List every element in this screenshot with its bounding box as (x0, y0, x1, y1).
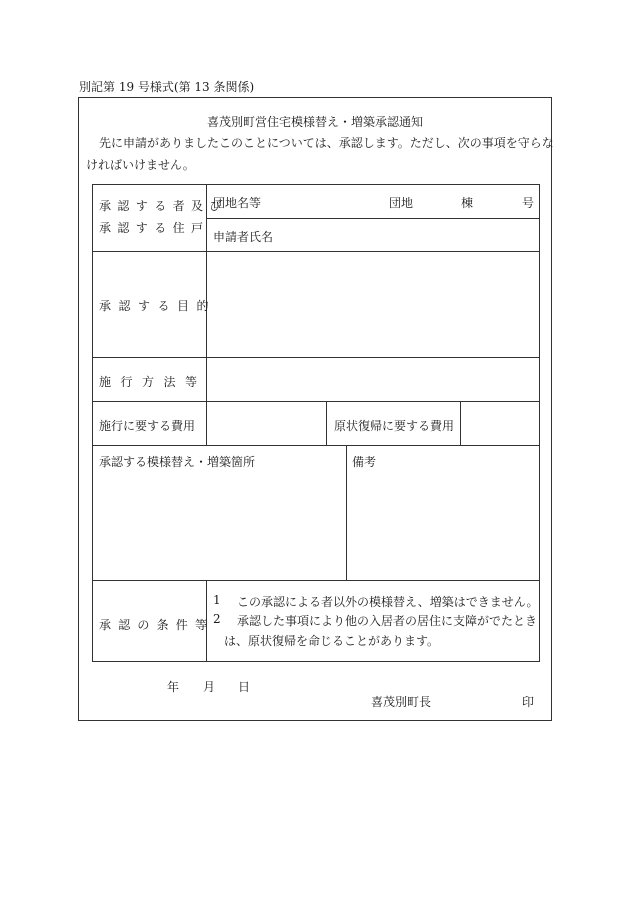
residence-label-line-1: 承認する者及び (99, 199, 228, 213)
seal-mark: 印 (522, 695, 535, 709)
complex-label: 団地 (389, 196, 414, 210)
row-divider (93, 251, 540, 252)
conditions-label: 承認の条件等 (99, 618, 215, 632)
restoration-cost-label: 原状復帰に要する費用 (334, 419, 455, 433)
purpose-label: 承認する目的 (99, 299, 217, 313)
residence-label-line-2: 承認する住戸 (99, 221, 210, 235)
date-month: 月 (203, 680, 216, 694)
approval-table (92, 184, 540, 662)
intro-text-line-1: 先に申請がありましたこのことについては、承認します。ただし、次の事項を守らな (99, 136, 554, 150)
date-day: 日 (238, 680, 251, 694)
condition-2-number: 2 (213, 612, 221, 626)
method-label: 施行方法等 (99, 375, 207, 389)
row-divider (93, 357, 540, 358)
form-identifier: 別記第 19 号様式(第 13 条関係) (79, 80, 255, 94)
building-label: 棟 (461, 196, 474, 210)
column-divider (346, 445, 347, 580)
location-label: 承認する模様替え・増築箇所 (99, 455, 256, 469)
condition-2-text: 承認した事項により他の入居者の居住に支障がでたとき (237, 614, 538, 628)
condition-1-number: 1 (213, 593, 221, 607)
row-divider (93, 445, 540, 446)
intro-text-line-2: ければいけません。 (86, 158, 195, 172)
date-year: 年 (167, 680, 180, 694)
cost-label: 施行に要する費用 (99, 419, 196, 433)
column-divider (460, 401, 461, 445)
applicant-name-label: 申請者氏名 (213, 230, 274, 244)
column-divider (326, 401, 327, 445)
row-divider (93, 580, 540, 581)
row-divider (93, 401, 540, 402)
remarks-label: 備考 (352, 455, 377, 469)
document-title: 喜茂別町営住宅模様替え・増築承認通知 (206, 115, 423, 129)
condition-1-text: この承認による者以外の模様替え、増築はできません。 (237, 595, 539, 609)
issuer-name: 喜茂別町長 (371, 695, 432, 709)
row-divider (206, 218, 540, 219)
complex-name-label: 団地名等 (213, 196, 262, 210)
unit-number-label: 号 (522, 196, 535, 210)
condition-2-continuation: は、原状復帰を命じることがあります。 (224, 634, 440, 648)
